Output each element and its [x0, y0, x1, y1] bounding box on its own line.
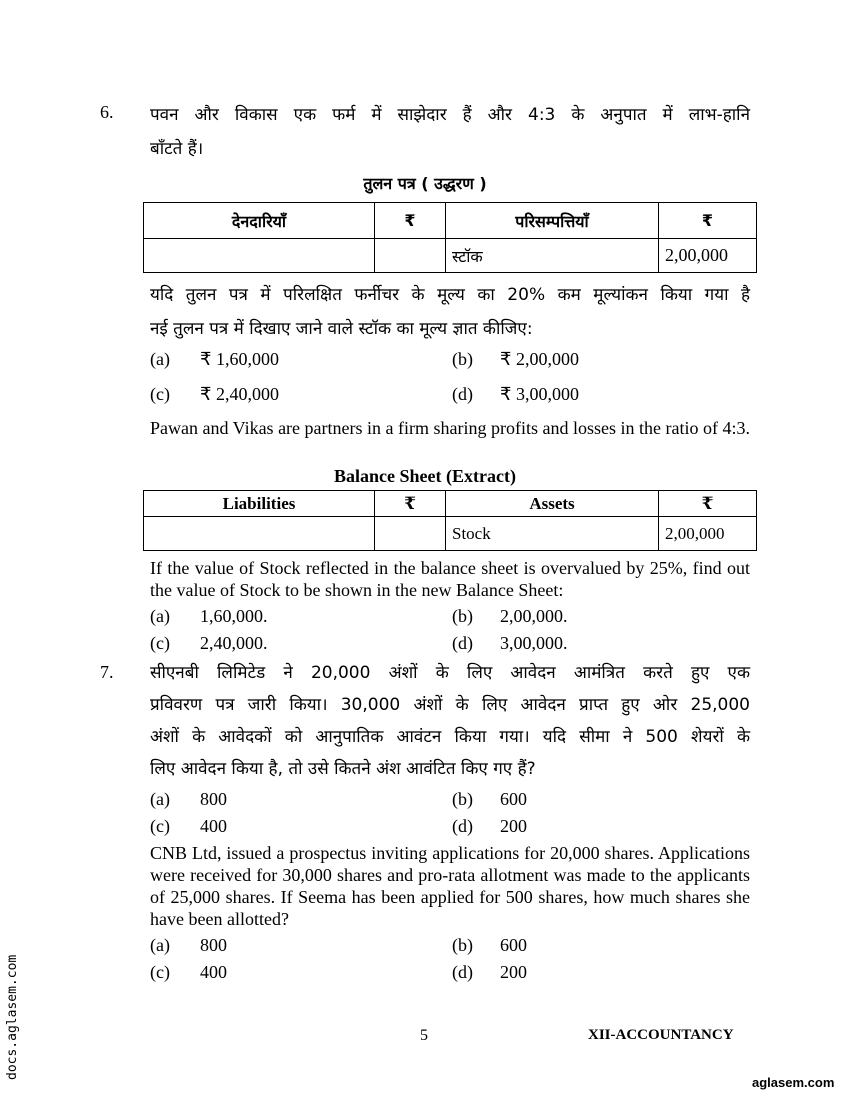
q7-english-option-d: 200: [500, 962, 527, 982]
q7-english-option-c: 400: [200, 962, 227, 982]
hindi-col-liabilities: देनदारियाँ: [144, 203, 375, 239]
q6-english-option-a-label: (a): [150, 606, 170, 626]
q7-hindi-option-b-label: (b): [452, 789, 473, 809]
q6-hindi-table-title: तुलन पत्र ( उद्धरण ): [363, 174, 487, 193]
q7-hindi-line-1: सीएनबी लिमिटेड ने 20,000 अंशों के लिए आवेदन आमंत्रित करते हुए एक: [150, 663, 750, 683]
q6-english-option-d-label: (d): [452, 633, 473, 653]
q6-english-question: If the value of Stock reflected in the balance sheet is overvalued by 25%, find out the value of Stock to be shown in the new Balance Sheet:: [150, 558, 750, 600]
q6-english-balance-table: [143, 490, 757, 551]
english-col-rupee-1: ₹: [375, 491, 446, 517]
q6-hindi-option-d-label: (d): [452, 384, 473, 404]
q7-hindi-option-c: 400: [200, 816, 227, 836]
hindi-cell-liabilities: [144, 239, 375, 273]
q6-hindi-option-b: ₹ 2,00,000: [500, 349, 579, 369]
footer-subject: XII-ACCOUNTANCY: [588, 1027, 734, 1043]
q6-english-table-title: Balance Sheet (Extract): [334, 466, 516, 486]
q7-english-option-c-label: (c): [150, 962, 170, 982]
hindi-col-rupee-1: ₹: [375, 203, 446, 239]
q6-hindi-option-a: ₹ 1,60,000: [200, 349, 279, 369]
brand-link[interactable]: aglasem.com: [752, 1075, 835, 1090]
q6-hindi-line-2: बाँटते हैं।: [150, 139, 204, 159]
q7-hindi-option-d: 200: [500, 816, 527, 836]
q6-hindi-option-b-label: (b): [452, 349, 473, 369]
english-cell-amount-2: 2,00,000: [659, 517, 757, 551]
q7-hindi-option-a: 800: [200, 789, 227, 809]
english-cell-stock: Stock: [446, 517, 659, 551]
q6-hindi-option-c-label: (c): [150, 384, 170, 404]
q6-hindi-line-1: पवन और विकास एक फर्म में साझेदार हैं और 4:3 के अनुपात में लाभ-हानि: [150, 105, 750, 125]
q7-english-option-d-label: (d): [452, 962, 473, 982]
q6-hindi-question-line-1: यदि तुलन पत्र में परिलक्षित फर्नीचर के मूल्य का 20% कम मूल्यांकन किया गया है: [150, 285, 750, 305]
english-col-assets: Assets: [446, 491, 659, 517]
q7-hindi-option-c-label: (c): [150, 816, 170, 836]
q6-english-option-a: 1,60,000.: [200, 606, 268, 626]
q6-hindi-option-c: ₹ 2,40,000: [200, 384, 279, 404]
side-watermark-text: docs.aglasem.com: [5, 954, 20, 1080]
english-col-rupee-2: ₹: [659, 491, 757, 517]
q7-hindi-line-4: लिए आवेदन किया है, तो उसे कितने अंश आवंटित किए गए हैं?: [150, 759, 536, 779]
q7-english-option-a-label: (a): [150, 935, 170, 955]
q6-english-option-b: 2,00,000.: [500, 606, 568, 626]
q7-hindi-line-2: प्रविवरण पत्र जारी किया। 30,000 अंशों के लिए आवेदन प्राप्त हुए ओर 25,000: [150, 695, 750, 715]
hindi-col-rupee-2: ₹: [659, 203, 757, 239]
q7-hindi-line-3: अंशों के आवेदकों को आनुपातिक आवंटन किया गया। यदि सीमा ने 500 शेयरों के: [150, 727, 750, 747]
q7-english-option-b-label: (b): [452, 935, 473, 955]
q6-english-option-c: 2,40,000.: [200, 633, 268, 653]
page-number: 5: [420, 1027, 428, 1044]
q6-english-intro: Pawan and Vikas are partners in a firm sharing profits and losses in the ratio of 4:3.: [150, 418, 750, 438]
q6-english-option-c-label: (c): [150, 633, 170, 653]
q7-hindi-option-d-label: (d): [452, 816, 473, 836]
side-watermark: [5, 930, 29, 1090]
q6-english-option-b-label: (b): [452, 606, 473, 626]
q7-english-option-b: 600: [500, 935, 527, 955]
english-col-liabilities: Liabilities: [144, 491, 375, 517]
hindi-cell-amount-1: [375, 239, 446, 273]
question-7-number: 7.: [100, 662, 114, 682]
english-cell-liabilities: [144, 517, 375, 551]
question-6-number: 6.: [100, 102, 114, 122]
q6-english-option-d: 3,00,000.: [500, 633, 568, 653]
q7-hindi-option-b: 600: [500, 789, 527, 809]
english-cell-amount-1: [375, 517, 446, 551]
q6-hindi-question-line-2: नई तुलन पत्र में दिखाए जाने वाले स्टॉक का मूल्य ज्ञात कीजिए:: [150, 319, 533, 339]
hindi-cell-stock: स्टॉक: [446, 239, 659, 273]
hindi-col-assets: परिसम्पत्तियाँ: [446, 203, 659, 239]
q7-hindi-option-a-label: (a): [150, 789, 170, 809]
q6-hindi-option-d: ₹ 3,00,000: [500, 384, 579, 404]
hindi-cell-amount-2: 2,00,000: [659, 239, 757, 273]
q7-english-option-a: 800: [200, 935, 227, 955]
q7-english-question: CNB Ltd, issued a prospectus inviting applications for 20,000 shares. Applications were received for 30,000 shares and pro-rata allotment was made to the applicants of 25,000 shares. If Seema has been applied for 500 shares, how much shares she have been allotted?: [150, 843, 750, 929]
q6-hindi-option-a-label: (a): [150, 349, 170, 369]
q6-hindi-balance-table: [143, 202, 757, 273]
